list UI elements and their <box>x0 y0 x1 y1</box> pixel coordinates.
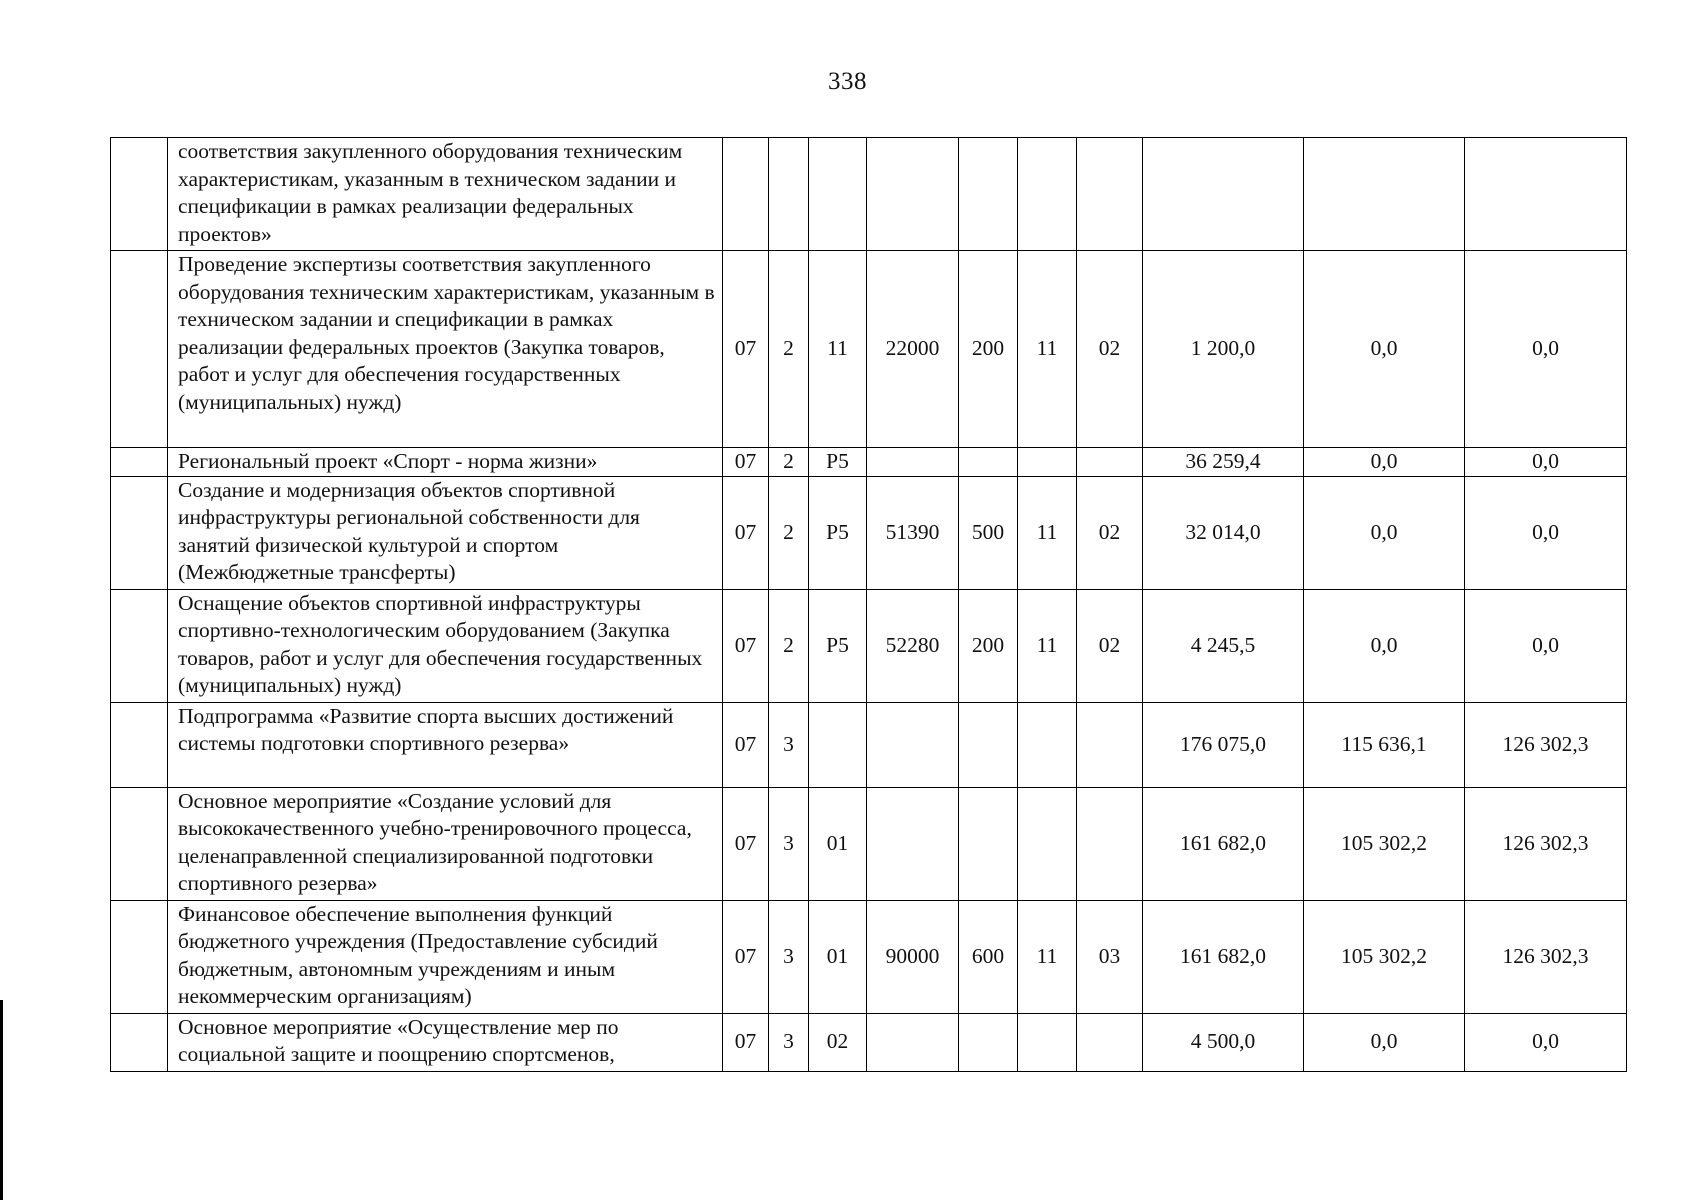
code-direction <box>867 702 959 787</box>
code-subsection <box>1077 138 1143 251</box>
table-row <box>111 900 1627 1013</box>
amount-1: 1 200,0 <box>1143 251 1304 448</box>
code-ministry: 07 <box>723 251 769 448</box>
code-program: 3 <box>769 900 809 1013</box>
code-program: 3 <box>769 787 809 900</box>
code-section <box>1018 448 1077 477</box>
code-expense-type <box>959 448 1018 477</box>
amount-3: 0,0 <box>1465 476 1627 589</box>
row-description: соответствия закупленного оборудования техническим характеристикам, указанным в техническом задании и спецификации в рамках реализации федеральных проектов» <box>168 138 723 251</box>
row-description: Оснащение объектов спортивной инфраструктуры спортивно-технологическим оборудованием (Закупка товаров, работ и услуг для обеспечения государственных (муниципальных) нужд) <box>168 589 723 702</box>
code-subsection <box>1077 787 1143 900</box>
code-direction <box>867 448 959 477</box>
code-program: 3 <box>769 1013 809 1071</box>
code-direction <box>867 787 959 900</box>
row-index-cell <box>111 138 168 251</box>
row-description: Подпрограмма «Развитие спорта высших достижений системы подготовки спортивного резерва» <box>168 702 723 787</box>
amount-2: 105 302,2 <box>1304 900 1465 1013</box>
row-index-cell <box>111 448 168 477</box>
code-section <box>1018 138 1077 251</box>
amount-1: 36 259,4 <box>1143 448 1304 477</box>
row-description: Создание и модернизация объектов спортивной инфраструктуры региональной собственности для занятий физической культурой и спортом (Межбюджетные трансферты) <box>168 476 723 589</box>
amount-1 <box>1143 138 1304 251</box>
amount-3: 0,0 <box>1465 251 1627 448</box>
row-index-cell <box>111 787 168 900</box>
code-subprogram: P5 <box>809 448 867 477</box>
amount-2: 0,0 <box>1304 448 1465 477</box>
amount-1: 176 075,0 <box>1143 702 1304 787</box>
row-index-cell <box>111 1013 168 1071</box>
code-direction: 22000 <box>867 251 959 448</box>
amount-1: 161 682,0 <box>1143 900 1304 1013</box>
code-subprogram: P5 <box>809 589 867 702</box>
row-description: Основное мероприятие «Осуществление мер по социальной защите и поощрению спортсменов, <box>168 1013 723 1071</box>
code-subprogram: 02 <box>809 1013 867 1071</box>
code-expense-type: 600 <box>959 900 1018 1013</box>
code-subsection: 02 <box>1077 251 1143 448</box>
code-ministry <box>723 138 769 251</box>
code-ministry: 07 <box>723 476 769 589</box>
code-expense-type <box>959 138 1018 251</box>
code-ministry: 07 <box>723 1013 769 1071</box>
code-expense-type <box>959 1013 1018 1071</box>
amount-3: 0,0 <box>1465 589 1627 702</box>
code-program: 2 <box>769 251 809 448</box>
code-ministry: 07 <box>723 448 769 477</box>
code-subprogram <box>809 138 867 251</box>
amount-2: 0,0 <box>1304 476 1465 589</box>
row-description: Региональный проект «Спорт - норма жизни» <box>168 448 723 477</box>
table-row <box>111 1013 1627 1071</box>
code-section: 11 <box>1018 476 1077 589</box>
code-expense-type <box>959 702 1018 787</box>
amount-3 <box>1465 138 1627 251</box>
code-subprogram: 01 <box>809 900 867 1013</box>
table-row <box>111 476 1627 589</box>
code-direction <box>867 1013 959 1071</box>
table-row <box>111 787 1627 900</box>
code-expense-type: 200 <box>959 251 1018 448</box>
amount-3: 126 302,3 <box>1465 787 1627 900</box>
table-row <box>111 251 1627 448</box>
code-program: 2 <box>769 589 809 702</box>
amount-1: 4 245,5 <box>1143 589 1304 702</box>
amount-2: 0,0 <box>1304 1013 1465 1071</box>
scan-edge-mark <box>0 1000 3 1200</box>
code-subprogram: 11 <box>809 251 867 448</box>
code-program: 2 <box>769 476 809 589</box>
code-ministry: 07 <box>723 787 769 900</box>
row-index-cell <box>111 476 168 589</box>
row-index-cell <box>111 702 168 787</box>
code-expense-type: 500 <box>959 476 1018 589</box>
table-row <box>111 138 1627 251</box>
code-direction: 51390 <box>867 476 959 589</box>
table-row <box>111 589 1627 702</box>
code-direction: 90000 <box>867 900 959 1013</box>
code-subsection <box>1077 448 1143 477</box>
code-subsection <box>1077 1013 1143 1071</box>
code-expense-type <box>959 787 1018 900</box>
code-section <box>1018 1013 1077 1071</box>
code-section: 11 <box>1018 251 1077 448</box>
amount-3: 0,0 <box>1465 448 1627 477</box>
amount-3: 0,0 <box>1465 1013 1627 1071</box>
code-section <box>1018 787 1077 900</box>
row-index-cell <box>111 900 168 1013</box>
code-direction: 52280 <box>867 589 959 702</box>
amount-2: 115 636,1 <box>1304 702 1465 787</box>
code-section <box>1018 702 1077 787</box>
amount-2: 0,0 <box>1304 589 1465 702</box>
row-description: Основное мероприятие «Создание условий для высококачественного учебно-тренировочного процесса, целенаправленной специализированной подготовки спортивного резерва» <box>168 787 723 900</box>
row-description: Финансовое обеспечение выполнения функций бюджетного учреждения (Предоставление субсидий бюджетным, автономным учреждениям и иным некоммерческим организациям) <box>168 900 723 1013</box>
budget-table <box>110 137 1627 1072</box>
row-index-cell <box>111 251 168 448</box>
amount-3: 126 302,3 <box>1465 702 1627 787</box>
code-program: 3 <box>769 702 809 787</box>
code-ministry: 07 <box>723 900 769 1013</box>
row-index-cell <box>111 589 168 702</box>
code-program: 2 <box>769 448 809 477</box>
amount-2: 0,0 <box>1304 251 1465 448</box>
amount-1: 4 500,0 <box>1143 1013 1304 1071</box>
table-row <box>111 702 1627 787</box>
amount-1: 32 014,0 <box>1143 476 1304 589</box>
amount-2 <box>1304 138 1465 251</box>
code-program <box>769 138 809 251</box>
code-subsection: 03 <box>1077 900 1143 1013</box>
code-section: 11 <box>1018 589 1077 702</box>
code-section: 11 <box>1018 900 1077 1013</box>
code-ministry: 07 <box>723 589 769 702</box>
code-subsection: 02 <box>1077 589 1143 702</box>
amount-1: 161 682,0 <box>1143 787 1304 900</box>
code-subprogram <box>809 702 867 787</box>
code-direction <box>867 138 959 251</box>
code-subsection <box>1077 702 1143 787</box>
code-subsection: 02 <box>1077 476 1143 589</box>
code-expense-type: 200 <box>959 589 1018 702</box>
code-ministry: 07 <box>723 702 769 787</box>
code-subprogram: 01 <box>809 787 867 900</box>
amount-2: 105 302,2 <box>1304 787 1465 900</box>
amount-3: 126 302,3 <box>1465 900 1627 1013</box>
table-row <box>111 448 1627 477</box>
page-number: 338 <box>828 68 867 95</box>
row-description: Проведение экспертизы соответствия закупленного оборудования техническим характеристикам, указанным в техническом задании и спецификации в рамках реализации федеральных проектов (Закупка товаров, работ и услуг для обеспечения государственных (муниципальных) нужд) <box>168 251 723 448</box>
code-subprogram: P5 <box>809 476 867 589</box>
